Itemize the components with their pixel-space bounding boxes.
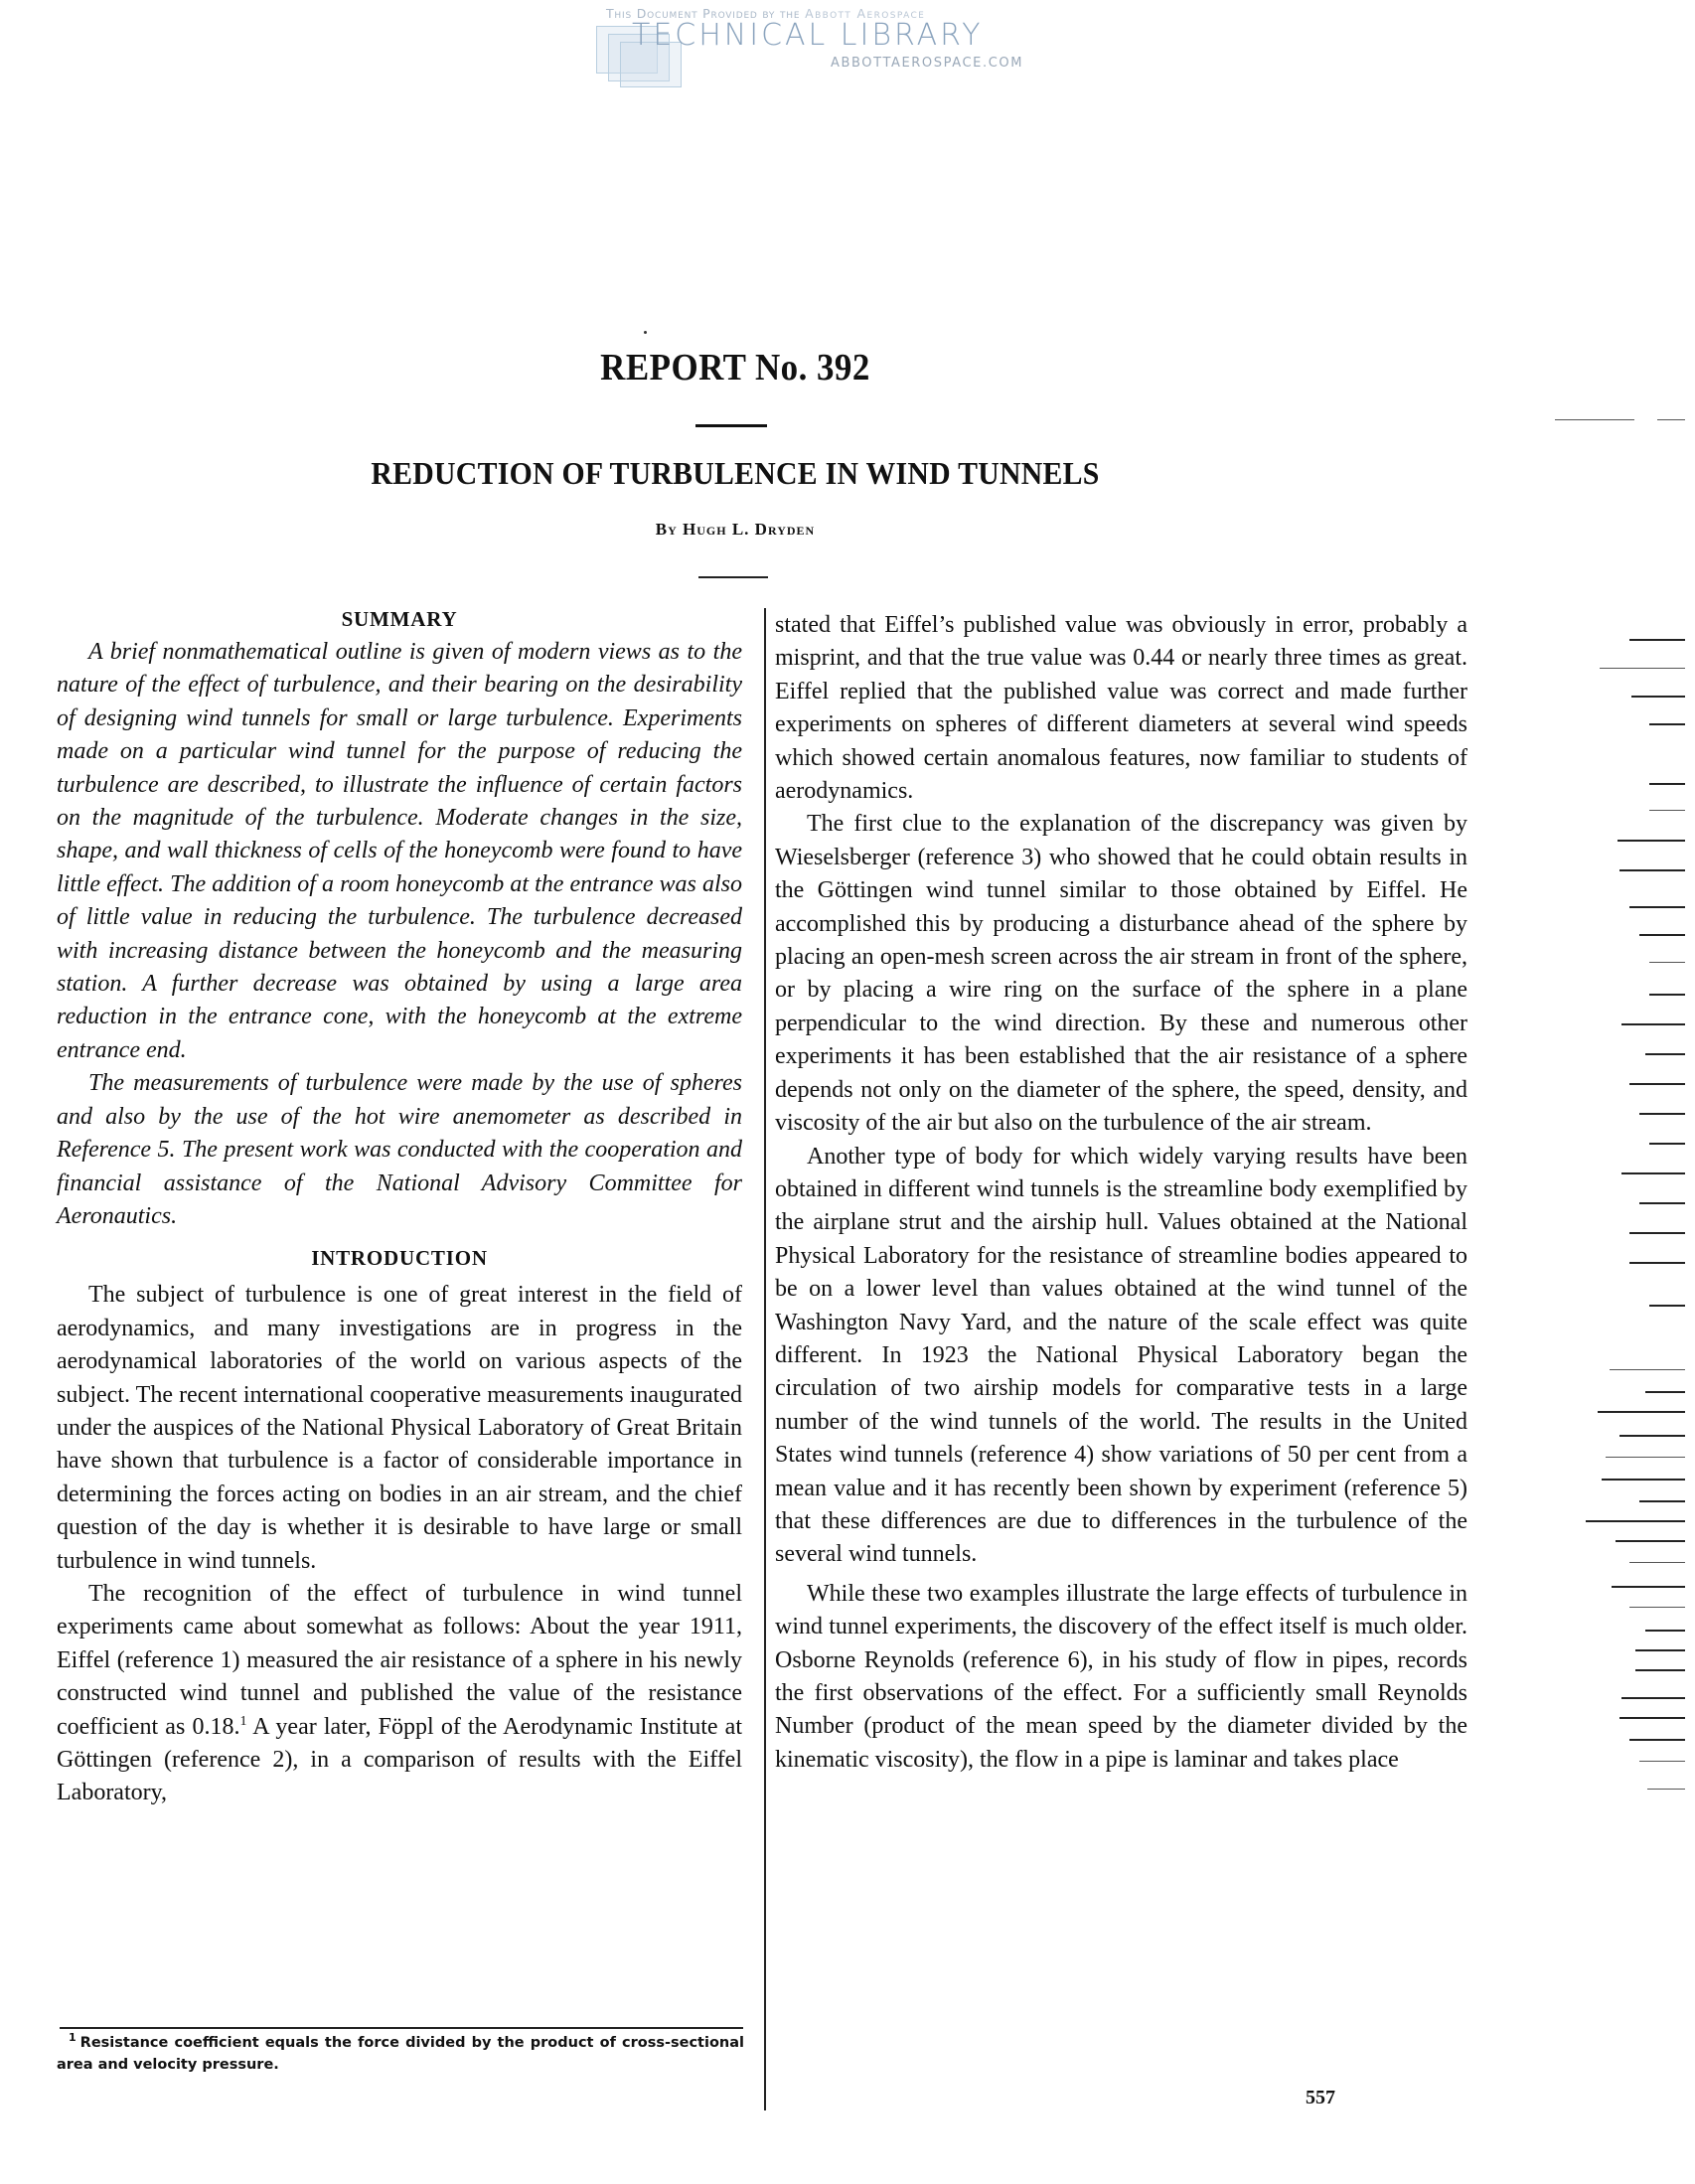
- page-number: 557: [1306, 2087, 1335, 2108]
- scan-mark: [1590, 419, 1618, 420]
- watermark-library-name: TECHNICAL LIBRARY: [632, 18, 984, 53]
- scan-mark: [1602, 1479, 1685, 1481]
- scan-mark: [1657, 419, 1685, 420]
- scan-mark: [1586, 1520, 1685, 1522]
- scan-mark: [1649, 962, 1685, 963]
- scan-mark: [1619, 869, 1685, 871]
- paper-title: REDUCTION OF TURBULENCE IN WIND TUNNELS: [371, 455, 1100, 491]
- footnote-marker: 1: [69, 2031, 77, 2045]
- scan-mark: [1619, 1435, 1685, 1437]
- scan-mark: [1639, 1761, 1685, 1762]
- footnote-reference[interactable]: 1: [239, 1713, 247, 1729]
- scan-mark: [1610, 1369, 1685, 1370]
- scan-mark: [1621, 1697, 1685, 1699]
- scan-mark: [1619, 1717, 1685, 1719]
- scan-mark: [1621, 1023, 1685, 1025]
- title-separator-rule: [695, 424, 767, 427]
- scan-mark: [1645, 1391, 1685, 1393]
- scan-mark: [1629, 1262, 1685, 1264]
- scan-mark: [1629, 1562, 1685, 1563]
- scan-mark: [1645, 1630, 1685, 1632]
- scan-mark: [1621, 1172, 1685, 1174]
- body-paragraph: The first clue to the explanation of the discrepancy was given by Wieselsberger (reference 3) who showed that he could obtain results in the Göttingen wind tunnel similar to those obtained by Eiffel. He accomplished this by producing a disturbance ahead of the sphere by placing an open-mesh screen across the air stream in front of the sphere, or by placing a wire ring on the surface of the sphere in a plane perpendicular to the wind direction. By these and numerous other experiments it has been established that the air resistance of a sphere depends not only on the diameter of the sphere, the speed, density, and viscosity of the air but also on the turbulence of the air stream.: [775, 811, 1467, 1137]
- scan-mark: [1600, 668, 1685, 669]
- scan-mark: [1645, 1053, 1685, 1055]
- scan-mark: [1649, 810, 1685, 811]
- scan-mark: [1629, 1232, 1685, 1234]
- abbott-watermark: [596, 4, 1093, 83]
- intro-paragraph: [57, 1578, 742, 1810]
- body-paragraph: Another type of body for which widely varying results have been obtained in different wind tunnels is the streamline body exemplified by the airplane strut and the airship hull. Values obtained at the National Physical Laboratory for the resistance of streamline bodies appeared to be on a lower level than values obtained at the wind tunnel of the Washington Navy Yard, and the nature of the scale effect was quite different. In 1923 the National Physical Laboratory began the circulation of two airship models for comparative tests in a large number of the wind tunnels of the world. The results in the United States wind tunnels (reference 4) show variations of 50 per cent from a mean value and it has recently been shown by experiment (reference 5) that these differences are due to differences in the turbulence of the several wind tunnels.: [775, 1143, 1467, 1568]
- scan-mark: [1649, 723, 1685, 725]
- footnote: [57, 2032, 744, 2076]
- scan-mark: [1631, 696, 1685, 698]
- byline-separator-rule: [698, 576, 768, 578]
- author-byline: By Hugh L. Dryden: [655, 520, 816, 539]
- scan-mark: [1639, 1202, 1685, 1204]
- scan-mark: [1612, 1586, 1685, 1588]
- scan-mark: [1649, 994, 1685, 996]
- right-column: [775, 609, 1467, 1777]
- scan-mark: [1639, 1500, 1685, 1502]
- watermark-url: ABBOTTAEROSPACE.COM: [831, 56, 1024, 71]
- scan-mark: [1618, 840, 1685, 842]
- scan-mark: [1635, 1669, 1685, 1671]
- footnote-text: Resistance coefficient equals the force divided by the product of cross-sectional area and velocity pressure.: [57, 2035, 744, 2073]
- scan-mark: [1629, 906, 1685, 908]
- scan-mark: [1639, 1113, 1685, 1115]
- left-column: [57, 602, 742, 1810]
- intro-text: A year later, Föppl of the Aerodynamic Institute at Göttingen (reference 2), in a comparison of results with the Eiffel Laboratory,: [57, 1713, 743, 1806]
- scan-mark: [1647, 1789, 1685, 1790]
- column-divider: [764, 608, 766, 2110]
- summary-paragraph: A brief nonmathematical outline is given of modern views as to the nature of the effect of turbulence, and their bearing on the desirability of designing wind tunnels for small or large turbulence. Experiments made on a particular wind tunnel for the purpose of reducing the turbulence are described, to illustrate the influence of certain factors on the magnitude of the turbulence. Moderate changes in the size, shape, and wall thickness of cells of the honeycomb were found to have little effect. The addition of a room honeycomb at the entrance was also of little value in reducing the turbulence. The turbulence decreased with increasing distance between the honeycomb and the measuring station. A further decrease was obtained by using a large area reduction in the entrance cone, with the honeycomb at the extreme entrance end.: [57, 639, 742, 1063]
- summary-heading: SUMMARY: [341, 607, 458, 631]
- footnote-rule: [60, 2027, 743, 2029]
- scan-mark: [1629, 1083, 1685, 1085]
- report-number: REPORT No. 392: [600, 347, 870, 389]
- scan-mark: [1639, 934, 1685, 936]
- scan-mark: [1629, 1739, 1685, 1741]
- scan-mark: [1598, 1411, 1685, 1413]
- scan-mark: [1629, 1607, 1685, 1608]
- scan-mark: [1606, 1457, 1685, 1458]
- introduction-heading: INTRODUCTION: [311, 1246, 488, 1271]
- watermark-brand: Abbott Aerospace: [805, 6, 926, 21]
- scan-speck: [644, 331, 647, 334]
- scan-mark: [1635, 1649, 1685, 1651]
- scan-mark: [1629, 639, 1685, 641]
- scan-mark: [1649, 783, 1685, 785]
- scan-mark: [1616, 1540, 1685, 1542]
- intro-paragraph: The subject of turbulence is one of great interest in the field of aerodynamics, and many investigations are in progress in the aerodynamical laboratories of the world on various aspects of the subject. The recent international cooperative measurements inaugurated under the auspices of the National Physical Laboratory of Great Britain have shown that turbulence is a factor of considerable importance in determining the forces acting on bodies in an air stream, and the chief question of the day is whether it is desirable to have large or small turbulence in wind tunnels.: [57, 1282, 742, 1574]
- body-paragraph: While these two examples illustrate the large effects of turbulence in wind tunnel experiments, the discovery of the effect itself is much older. Osborne Reynolds (reference 6), in his study of flow in pipes, records the first observations of the effect. For a sufficiently small Reynolds Number (product of the mean speed by the diameter divided by the kinematic viscosity), the flow in a pipe is laminar and takes place: [775, 1580, 1467, 1773]
- scan-mark: [1649, 1143, 1685, 1145]
- intro-text: The recognition of the effect of turbulence in wind tunnel experiments came about somewhat as follows: About the year 1911, Eiffel (reference 1) measured the air resistance of a sphere in his newly constructed wind tunnel and published the value of the resistance coefficient as 0.18.: [57, 1580, 742, 1740]
- summary-section: [57, 636, 742, 1233]
- watermark-prefix: This Document Provided by the: [606, 6, 801, 21]
- scan-mark: [1649, 1305, 1685, 1307]
- body-paragraph: stated that Eiffel’s published value was obviously in error, probably a misprint, and that the true value was 0.44 or nearly three times as great. Eiffel replied that the published value was correct and made further experiments on spheres of different diameters at several wind speeds which showed certain anomalous features, now familiar to students of aerodynamics.: [775, 612, 1467, 805]
- summary-paragraph: The measurements of turbulence were made by the use of spheres and also by the use of the hot wire anemometer as described in Reference 5. The present work was conducted with the cooperation and financial assistance of the National Advisory Committee for Aeronautics.: [57, 1070, 742, 1229]
